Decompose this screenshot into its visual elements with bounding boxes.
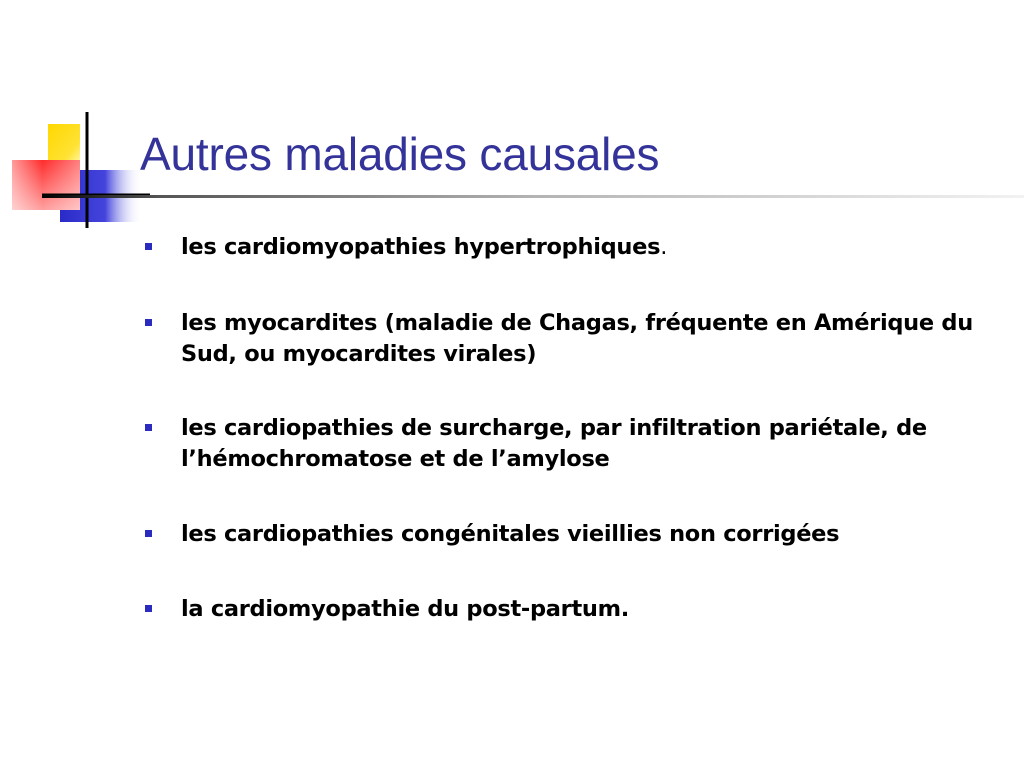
bullet-item: [140, 308, 1000, 370]
bullet-text: les cardiopathies congénitales vieillies non corrigées: [181, 521, 840, 547]
bullet-item: [140, 594, 1000, 625]
bullet-main-text: les cardiomyopathies hypertrophiques: [181, 234, 661, 260]
bullet-suffix: .: [660, 234, 668, 260]
bullet-text: la cardiomyopathie du post-partum.: [181, 596, 630, 622]
slide-title: Autres maladies causales: [140, 128, 660, 180]
bullet-text: [181, 232, 1000, 263]
slide-logo-icon: [0, 0, 150, 240]
bullet-item: [140, 519, 1000, 550]
bullet-text: les myocardites (maladie de Chagas, fréquente en Amérique du Sud, ou myocardites virales): [181, 310, 973, 367]
bullet-item: [140, 413, 1000, 475]
square-bullet-icon: [145, 530, 152, 537]
square-bullet-icon: [145, 424, 152, 431]
title-underline: [42, 195, 1024, 198]
square-bullet-icon: [145, 319, 152, 326]
logo-yellow-square: [48, 124, 80, 164]
square-bullet-icon: [145, 243, 152, 250]
bullet-item: [140, 232, 1000, 263]
square-bullet-icon: [145, 605, 152, 612]
bullet-text: les cardiopathies de surcharge, par infiltration pariétale, de l’hémochromatose et de l’amylose: [181, 415, 927, 472]
